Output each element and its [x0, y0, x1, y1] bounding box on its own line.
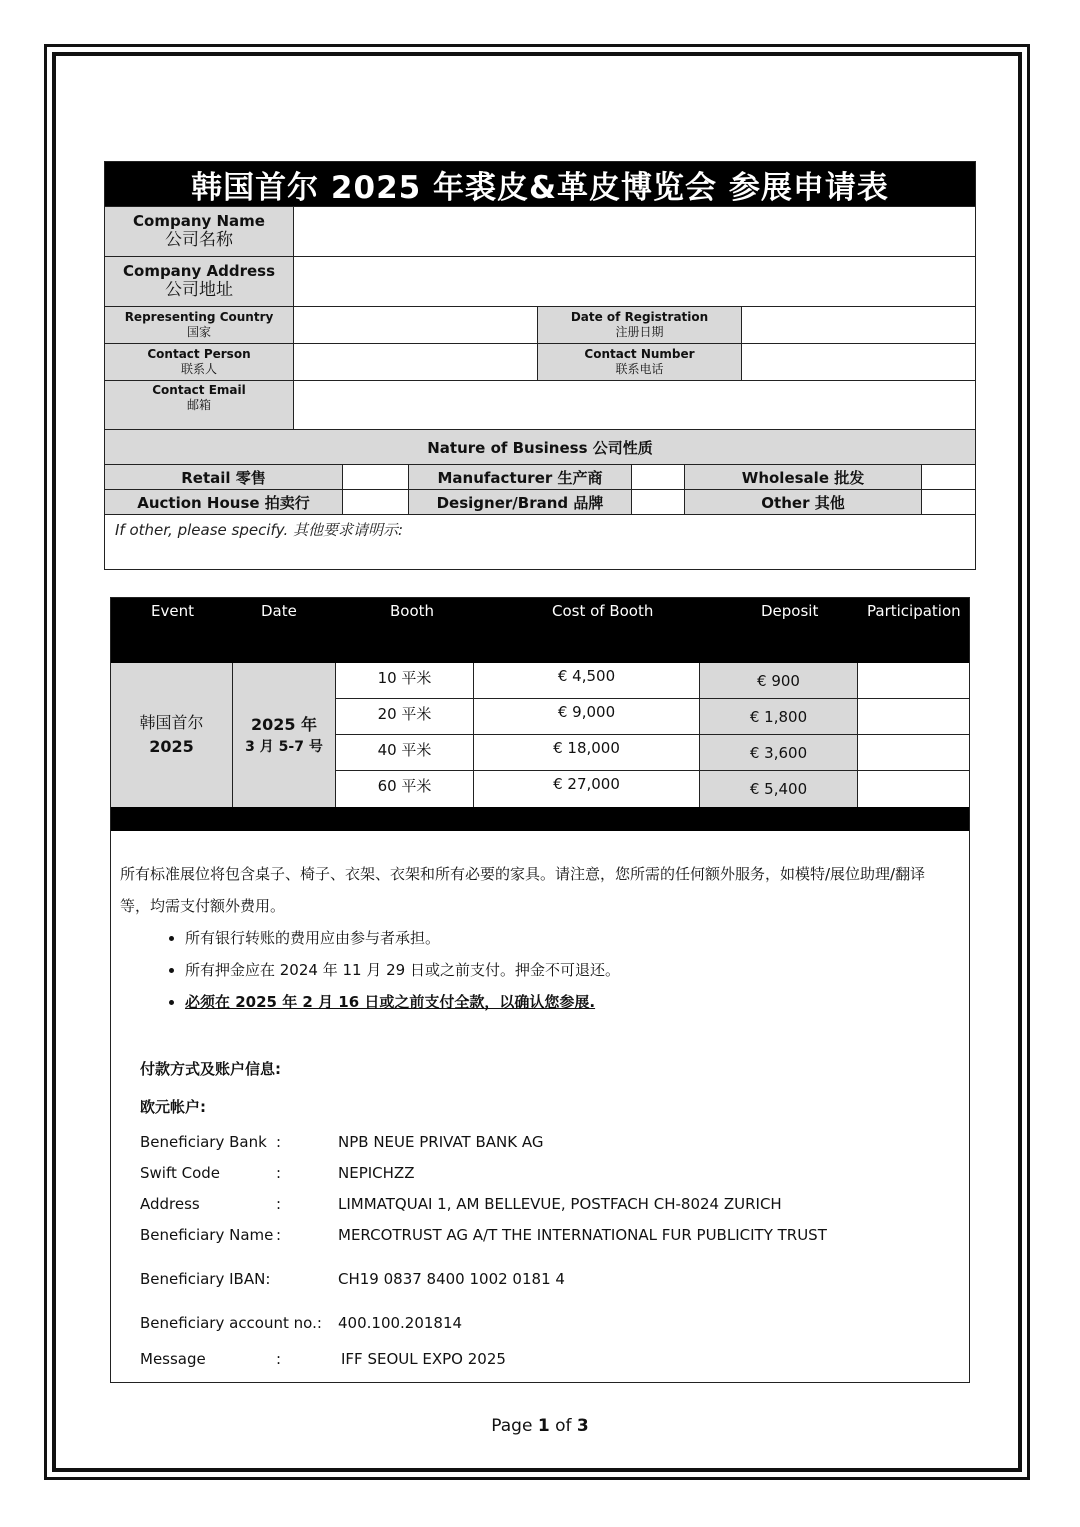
nature-row-2: [105, 489, 975, 514]
colon: :: [276, 1164, 282, 1182]
message-row: [140, 1350, 940, 1368]
beneficiary-name-row: [140, 1226, 940, 1244]
contact-email-row: [105, 380, 975, 429]
contact-person-field[interactable]: [294, 344, 537, 380]
retail-label: Retail 零售: [105, 465, 343, 489]
header-booth: Booth: [390, 602, 435, 620]
account-label: Beneficiary account no.:: [140, 1314, 322, 1332]
page-number: 1: [537, 1416, 550, 1436]
page-footer: Page 1 of 3: [491, 1416, 589, 1436]
other-label: Other 其他: [685, 490, 922, 514]
participation-cell[interactable]: [858, 663, 969, 699]
manufacturer-checkbox[interactable]: [632, 465, 685, 489]
header-deposit: Deposit: [761, 602, 819, 620]
note-bullet: • 所有押金应在 2024 年 11 月 29 日或之前支付。押金不可退还。: [185, 954, 950, 986]
booth-cost-cell: € 27,000: [474, 771, 700, 807]
notes-bullets: [120, 922, 950, 1018]
company-name-field[interactable]: [294, 207, 975, 256]
participation-cell[interactable]: [858, 771, 969, 807]
iban-value: CH19 0837 8400 1002 0181 4: [338, 1270, 565, 1288]
manufacturer-label: Manufacturer 生产商: [409, 465, 632, 489]
deposit-cell: € 1,800: [700, 699, 858, 735]
notes-intro: 所有标准展位将包含桌子、椅子、衣架、衣架和所有必要的家具。请注意，您所需的任何额外服务，如模特/展位助理/翻译等，均需支付额外费用。: [120, 865, 926, 915]
iban-row: [140, 1270, 940, 1288]
note-bullet-full-payment: • 必须在 2025 年 2 月 16 日或之前支付全款，以确认您参展.: [185, 986, 950, 1018]
designer-brand-label: Designer/Brand 品牌: [409, 490, 632, 514]
registration-date-label: Date of Registration 注册日期: [537, 307, 742, 343]
application-form: [104, 161, 976, 570]
booth-size-cell: 40 平米: [336, 735, 474, 771]
nature-row-1: [105, 464, 975, 489]
header-cost: Cost of Booth: [552, 602, 654, 620]
event-name-cell: 韩国首尔 2025: [111, 663, 233, 807]
contact-row: [105, 343, 975, 380]
colon: :: [276, 1195, 282, 1213]
nature-of-business-heading: Nature of Business 公司性质: [105, 429, 975, 464]
address-label: Address: [140, 1195, 200, 1213]
swift-value: NEPICHZZ: [338, 1164, 415, 1182]
iban-label: Beneficiary IBAN:: [140, 1270, 271, 1288]
page-total: 3: [576, 1416, 589, 1436]
registration-date-field[interactable]: [742, 307, 975, 343]
booth-cost-cell: € 9,000: [474, 699, 700, 735]
swift-row: [140, 1164, 940, 1182]
contact-number-label: Contact Number 联系电话: [537, 344, 742, 380]
header-participation: Participation: [867, 602, 961, 620]
header-date: Date: [261, 602, 297, 620]
beneficiary-bank-row: [140, 1133, 940, 1151]
other-checkbox[interactable]: [922, 490, 975, 514]
form-title: 韩国首尔 2025 年裘皮&革皮博览会 参展申请表: [105, 162, 975, 206]
euro-account-heading: 欧元帐户:: [140, 1098, 206, 1116]
address-row: [140, 1195, 940, 1213]
deposit-cell: € 5,400: [700, 771, 858, 807]
terms-notes: [120, 858, 950, 1018]
designer-brand-checkbox[interactable]: [632, 490, 685, 514]
contact-person-label: Contact Person 联系人: [105, 344, 294, 380]
payment-heading: 付款方式及账户信息:: [140, 1060, 281, 1078]
deposit-cell: € 900: [700, 663, 858, 699]
other-specify-field[interactable]: If other, please specify. 其他要求请明示:: [105, 514, 975, 569]
auction-house-label: Auction House 拍卖行: [105, 490, 343, 514]
country-field[interactable]: [294, 307, 537, 343]
contact-number-field[interactable]: [742, 344, 975, 380]
account-row: [140, 1314, 940, 1332]
table-divider-bar: [111, 807, 969, 831]
event-table-header: [111, 598, 969, 663]
colon: :: [276, 1350, 282, 1368]
booth-size-cell: 20 平米: [336, 699, 474, 735]
wholesale-checkbox[interactable]: [922, 465, 975, 489]
country-label: Representing Country 国家: [105, 307, 294, 343]
address-value: LIMMATQUAI 1, AM BELLEVUE, POSTFACH CH-8024 ZURICH: [338, 1195, 782, 1213]
note-bullet: • 所有银行转账的费用应由参与者承担。: [185, 922, 950, 954]
bank-label: Beneficiary Bank: [140, 1133, 267, 1151]
company-address-label: Company Address 公司地址: [105, 257, 294, 306]
bank-value: NPB NEUE PRIVAT BANK AG: [338, 1133, 544, 1151]
colon: :: [276, 1226, 282, 1244]
participation-cell[interactable]: [858, 735, 969, 771]
swift-label: Swift Code: [140, 1164, 221, 1182]
booth-size-cell: 60 平米: [336, 771, 474, 807]
country-row: [105, 306, 975, 343]
event-date-cell: 2025 年 3 月 5-7 号: [233, 663, 336, 807]
header-event: Event: [151, 602, 194, 620]
retail-checkbox[interactable]: [343, 465, 409, 489]
message-value: IFF SEOUL EXPO 2025: [341, 1350, 506, 1368]
booth-size-cell: 10 平米: [336, 663, 474, 699]
company-address-row: [105, 256, 975, 306]
colon: :: [276, 1133, 282, 1151]
contact-email-label: Contact Email 邮箱: [105, 381, 294, 429]
message-label: Message: [140, 1350, 206, 1368]
account-value: 400.100.201814: [338, 1314, 463, 1332]
company-address-field[interactable]: [294, 257, 975, 306]
auction-house-checkbox[interactable]: [343, 490, 409, 514]
company-name-row: [105, 206, 975, 256]
beneficiary-name-label: Beneficiary Name: [140, 1226, 274, 1244]
deposit-cell: € 3,600: [700, 735, 858, 771]
participation-cell[interactable]: [858, 699, 969, 735]
company-name-label: Company Name 公司名称: [105, 207, 294, 256]
contact-email-field[interactable]: [294, 381, 975, 429]
booth-cost-cell: € 4,500: [474, 663, 700, 699]
beneficiary-name-value: MERCOTRUST AG A/T THE INTERNATIONAL FUR PUBLICITY TRUST: [338, 1226, 827, 1244]
wholesale-label: Wholesale 批发: [685, 465, 922, 489]
booth-cost-cell: € 18,000: [474, 735, 700, 771]
